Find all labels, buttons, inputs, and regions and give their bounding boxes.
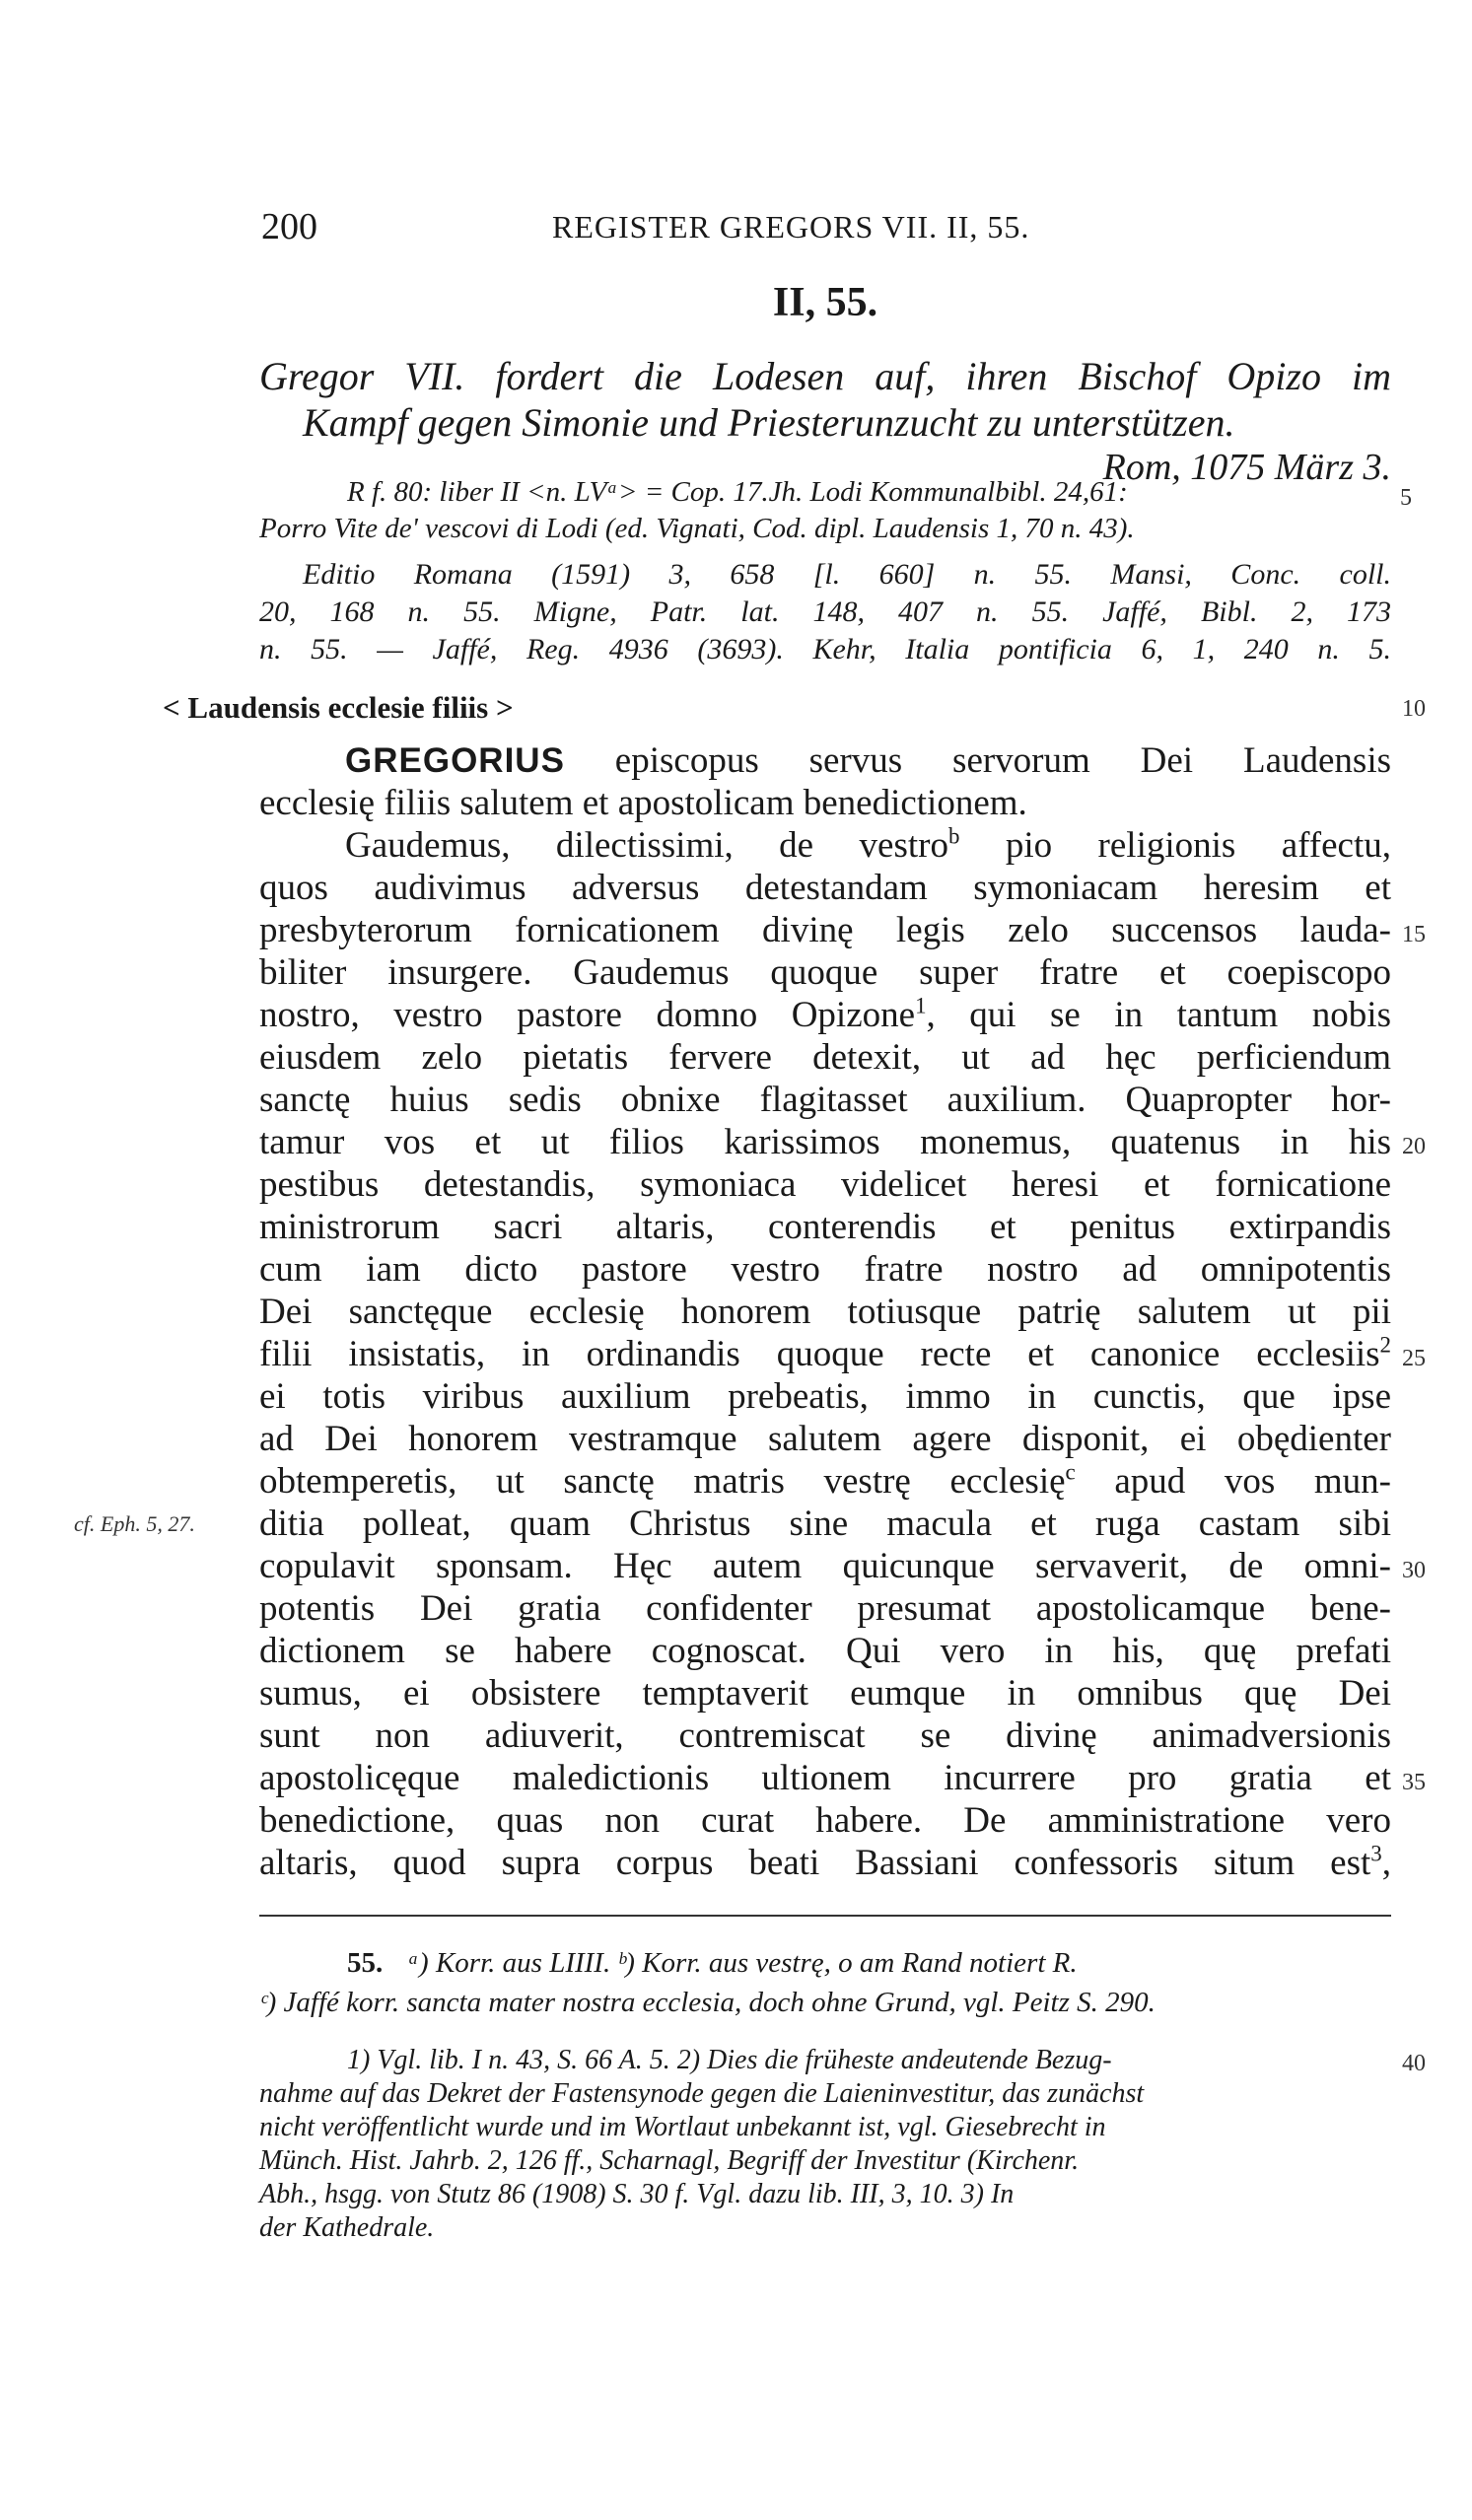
edition-line-1: Editio Romana (1591) 3, 658 [l. 660] n. 55. Mansi, Conc. coll. [303,558,1391,591]
footnote-line-1: 1) Vgl. lib. I n. 43, S. 66 A. 5. 2) Dies die früheste andeutende Bezug- [347,2045,1112,2075]
apparatus-text: ᵃ) Korr. aus LIIII. ᵇ) Korr. aus vestrę, o am Rand notiert R. [407,1947,1078,1979]
footnote-line-2: nahme auf das Dekret der Fastensynode gegen die Laieninvestitur, das zunächst [259,2078,1145,2109]
running-title: REGISTER GREGORS VII. II, 55. [552,209,1030,245]
footnote-line-6: der Kathedrale. [259,2212,435,2243]
body-line-22: sumus, ei obsistere temptaverit eumque in omnibus quę Dei [259,1673,1391,1714]
letter-address: < Laudensis ecclesie filiis > [163,690,514,725]
footnote-mark-2: 2 [1379,1332,1391,1358]
body-line-11: ministrorum sacri altaris, conterendis et penitus extirpandis [259,1207,1391,1247]
apparatus-mark-c: c [1065,1459,1076,1485]
footnote-line-3: nicht veröffentlicht wurde und im Wortlaut unbekannt ist, vgl. Giesebrecht in [259,2112,1106,2142]
summary-line-1: Gregor VII. fordert die Lodesen auf, ihren Bischof Opizo im [259,354,1391,398]
body-line-17 [259,1460,1391,1503]
body-line-0 [345,739,1391,782]
body-line-13: Dei sanctęque ecclesię honorem totiusque patrię salutem ut pii [259,1292,1391,1332]
margin-crossref: cf. Eph. 5, 27. [74,1511,195,1536]
body-line-26 [259,1842,1391,1884]
body-line-2 [345,824,1391,867]
line-number-10: 10 [1402,696,1426,722]
letter-number: II, 55. [772,280,878,325]
body-line-1: ecclesię filiis salutem et apostolicam benedictionem. [259,783,1027,823]
salutation-name: GREGORIUS [345,741,565,780]
line-number-15: 15 [1402,922,1426,947]
line-number-25: 25 [1402,1346,1426,1371]
apparatus-rule [259,1915,1391,1917]
body-text: altaris, quod supra corpus beati Bassiani confessoris situm est [259,1843,1371,1883]
footnote-line-5: Abh., hsgg. von Stutz 86 (1908) S. 30 f. Vgl. dazu lib. III, 3, 10. 3) In [259,2179,1015,2209]
line-number-5: 5 [1400,485,1412,511]
body-text: obtemperetis, ut sanctę matris vestrę ecclesię [259,1461,1066,1502]
body-text: nostro, vestro pastore domno Opizone [259,995,916,1035]
body-line-3: quos audivimus adversus detestandam symoniacam heresim et [259,868,1391,908]
letter-date: Rom, 1075 März 3. [1102,447,1391,488]
body-text: apud vos mun- [1075,1461,1391,1502]
body-line-21: dictionem se habere cognoscat. Qui vero in his, quę prefati [259,1631,1391,1671]
apparatus-number: 55. [347,1947,384,1979]
body-line-24: apostolicęque maledictionis ultionem incurrere pro gratia et [259,1758,1391,1798]
body-line-6 [259,994,1391,1036]
footnote-line-4: Münch. Hist. Jahrb. 2, 126 ff., Scharnagl, Begriff der Investitur (Kirchenr. [259,2145,1080,2176]
line-number-35: 35 [1402,1770,1426,1795]
body-line-15: ei totis viribus auxilium prebeatis, immo in cunctis, que ipse [259,1376,1391,1417]
summary-line-2: Kampf gegen Simonie und Priesterunzucht zu unterstützen. [303,400,1235,445]
source-line-1: R f. 80: liber II <n. LVᵃ> = Cop. 17.Jh. Lodi Kommunalbibl. 24,61: [347,476,1128,508]
body-line-8: sanctę huius sedis obnixe flagitasset auxilium. Quapropter hor- [259,1080,1391,1120]
body-line-16: ad Dei honorem vestramque salutem agere disponit, ei obędienter [259,1419,1391,1459]
apparatus-line-1 [347,1947,1078,1980]
body-line-18: ditia polleat, quam Christus sine macula et ruga castam sibi [259,1504,1391,1544]
line-number-30: 30 [1402,1558,1426,1583]
body-line-23: sunt non adiuverit, contremiscat se divinę animadversionis [259,1715,1391,1756]
body-line-4: presbyterorum fornicationem divinę legis zelo succensos lauda- [259,910,1391,950]
body-line-25: benedictione, quas non curat habere. De amministratione vero [259,1800,1391,1841]
footnote-mark-1: 1 [915,993,927,1018]
body-line-9: tamur vos et ut filios karissimos monemus, quatenus in his [259,1122,1391,1162]
body-text: filii insistatis, in ordinandis quoque recte et canonice ecclesiis [259,1334,1380,1374]
edition-line-2: 20, 168 n. 55. Migne, Patr. lat. 148, 407 n. 55. Jaffé, Bibl. 2, 173 [259,595,1391,628]
body-line-5: biliter insurgere. Gaudemus quoque super fratre et coepiscopo [259,952,1391,993]
body-line-14 [259,1333,1391,1375]
line-number-20: 20 [1402,1134,1426,1159]
body-line-12: cum iam dicto pastore vestro fratre nostro ad omnipotentis [259,1249,1391,1290]
page-number: 200 [261,206,317,247]
footnote-mark-3: 3 [1370,1841,1382,1866]
body-text: , [1381,1843,1391,1883]
body-line-19: copulavit sponsam. Hęc autem quicunque servaverit, de omni- [259,1546,1391,1586]
edition-line-3: n. 55. — Jaffé, Reg. 4936 (3693). Kehr, Italia pontificia 6, 1, 240 n. 5. [259,633,1391,665]
body-line-20: potentis Dei gratia confidenter presumat apostolicamque bene- [259,1588,1391,1629]
apparatus-mark-b: b [947,823,960,849]
salutation-rest: episcopus servus servorum Dei Laudensis [564,740,1391,781]
line-number-40: 40 [1402,2051,1426,2076]
body-text: pio religionis affectu, [959,825,1391,866]
body-line-7: eiusdem zelo pietatis fervere detexit, ut ad hęc perficiendum [259,1037,1391,1078]
body-text: , qui se in tantum nobis [926,995,1391,1035]
source-line-2: Porro Vite de' vescovi di Lodi (ed. Vignati, Cod. dipl. Laudensis 1, 70 n. 43). [259,513,1135,544]
body-text: Gaudemus, dilectissimi, de vestro [345,825,948,866]
body-line-10: pestibus detestandis, symoniaca videlicet heresi et fornicatione [259,1164,1391,1205]
apparatus-line-2: ᶜ) Jaffé korr. sancta mater nostra ecclesia, doch ohne Grund, vgl. Peitz S. 290. [259,1987,1156,2018]
